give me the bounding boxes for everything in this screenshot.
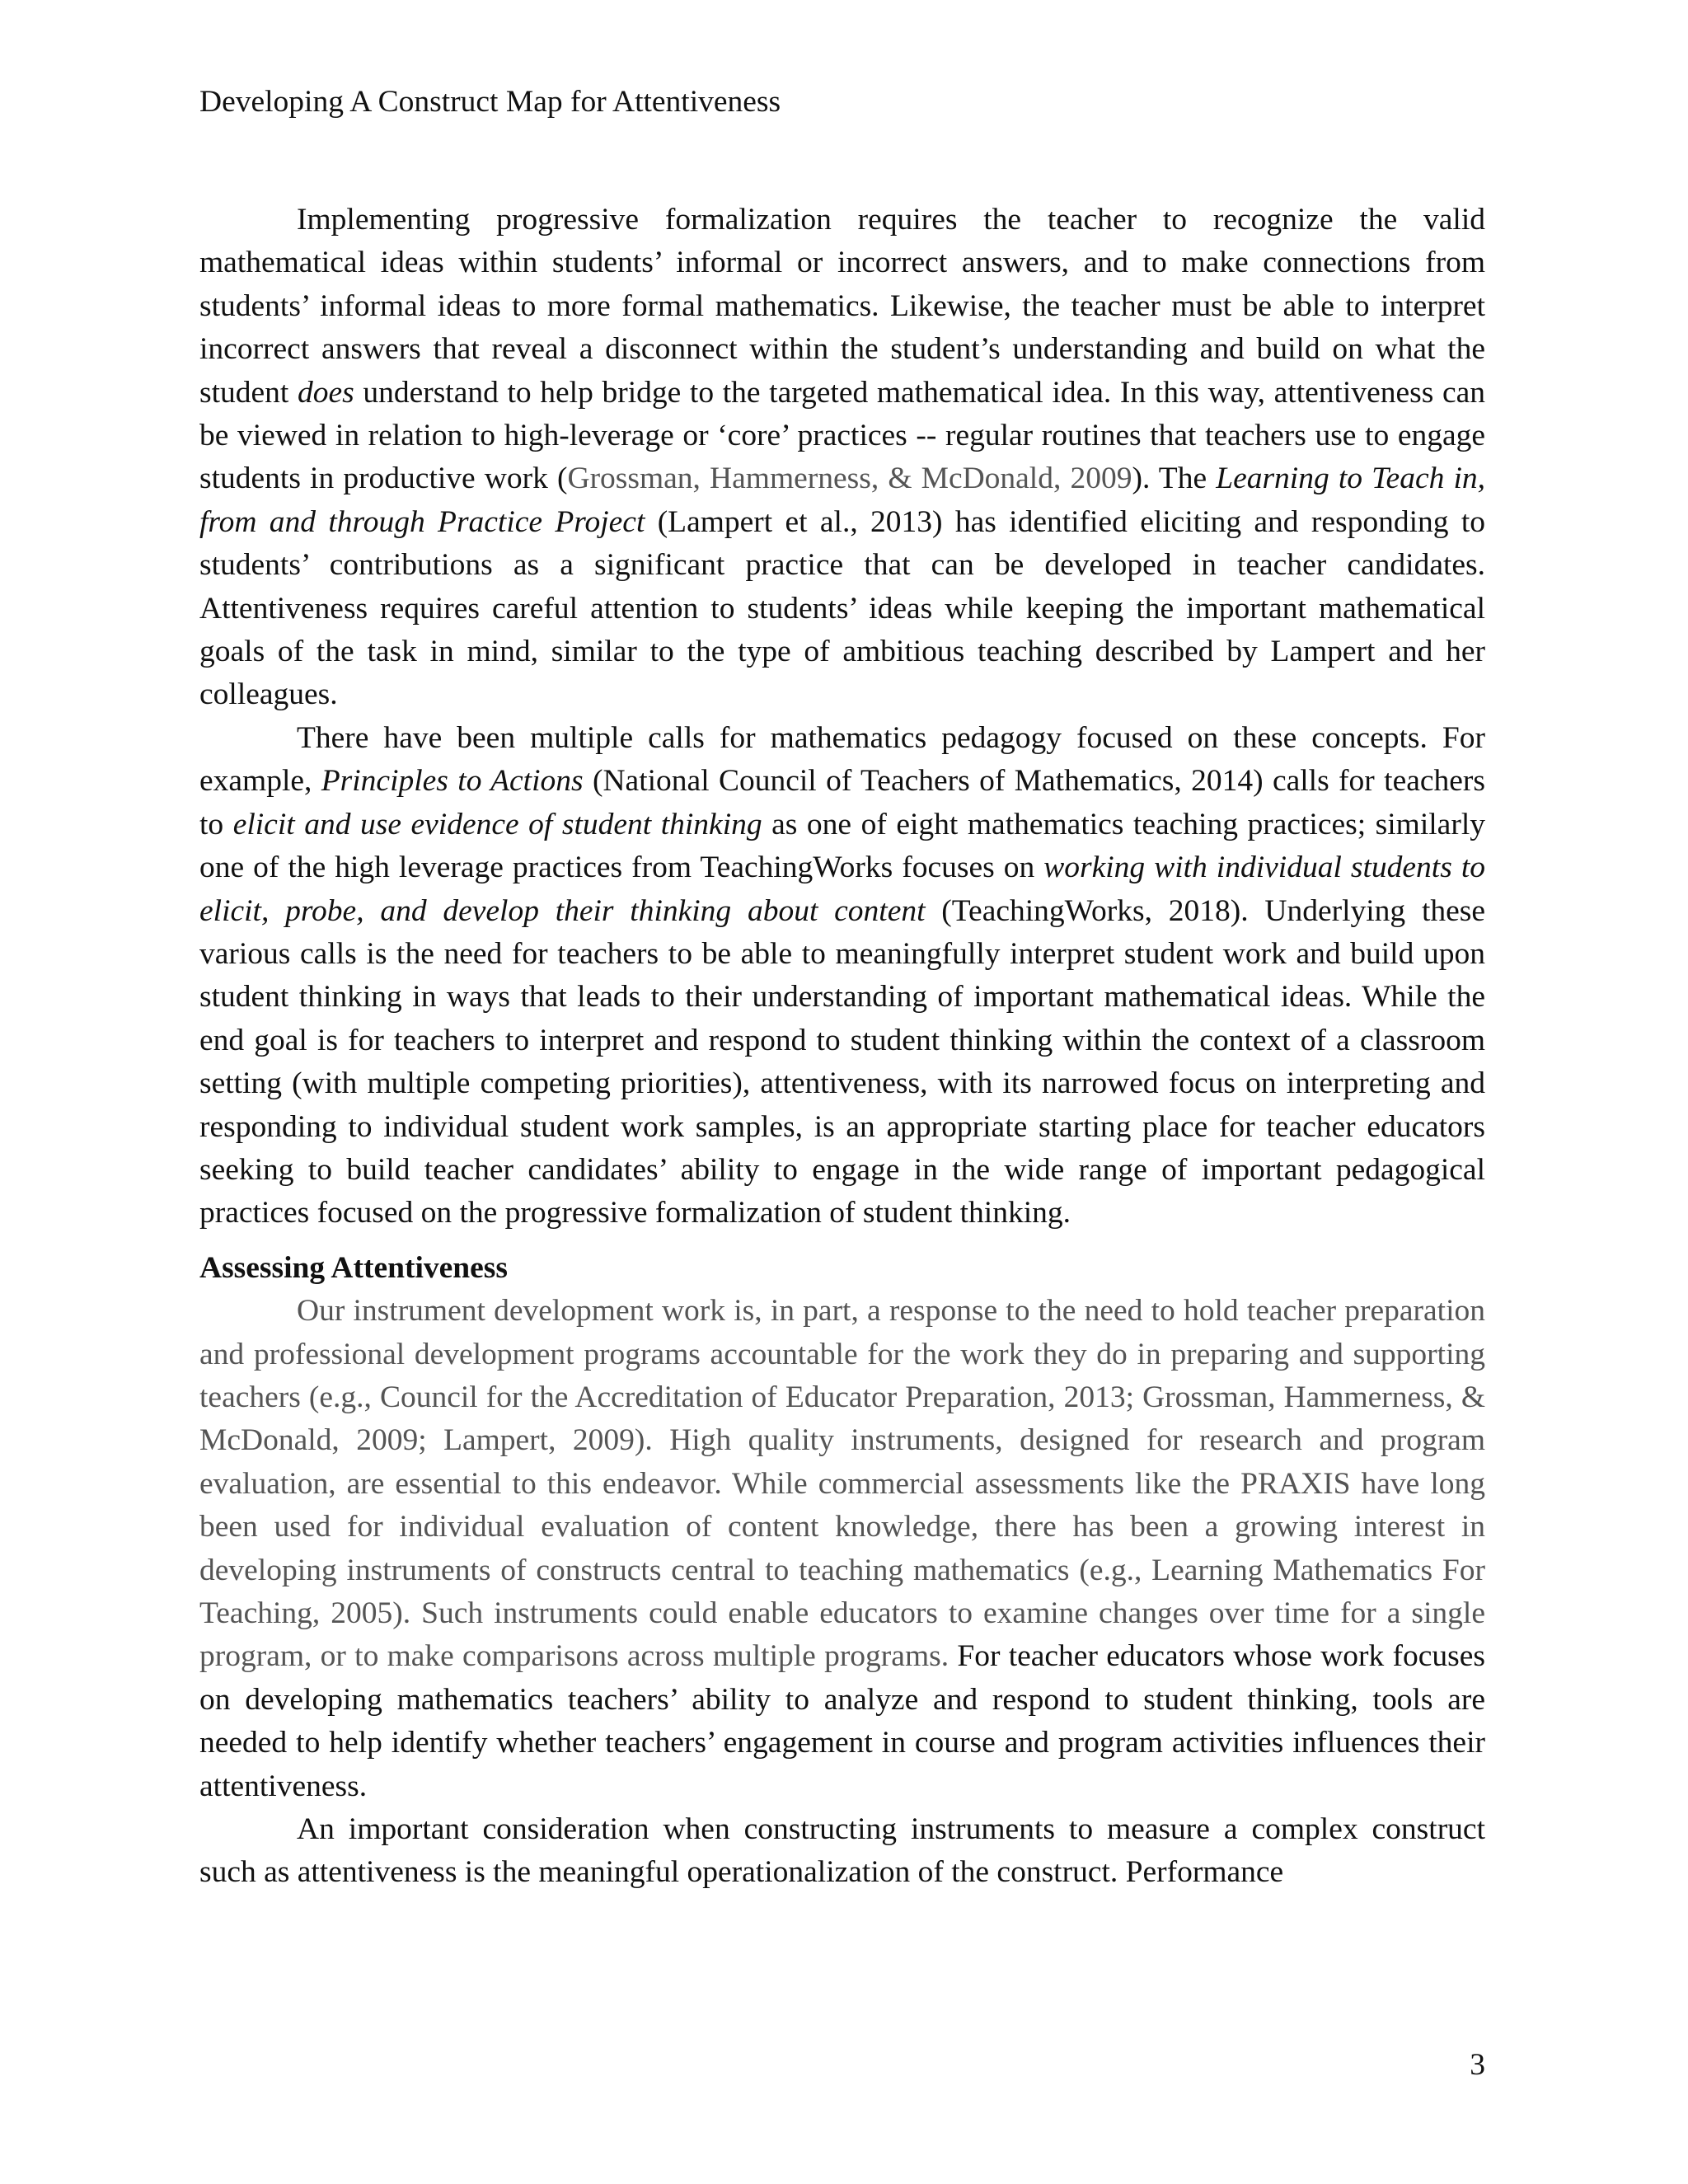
text-span: There have been multiple calls for mathematics pedagogy focused on these concepts. For example,: [199, 720, 1485, 799]
text-span: understand to help bridge to the targeted mathematical idea. In this way, attentiveness can be viewed in relation to high-leverage or ‘core’ practices -- regular routines that teachers use to engage students in productive work (: [199, 375, 1485, 496]
text-span: For teacher educators whose work focuses on developing mathematics teachers’ ability to analyze and respond to student thinking, tools are needed to help identify whether teachers’ engagement in course and program activities influences their attentiveness.: [199, 1639, 1485, 1803]
body-text: [199, 199, 1485, 1895]
text-span-gray: Our instrument development work is, in part, a response to the need to hold teacher preparation and professional development programs accountable for the work they do in preparing and supporting teachers (e.g., Council for the Accreditation of Educator Preparation, 2013; Grossman, Hammerness, & McDonald, 2009; Lampert, 2009). High quality instruments, designed for research and program evaluation, are essential to this endeavor. While commercial assessments like the PRAXIS have long been used for individual evaluation of content knowledge, there has been a growing interest in developing instruments of constructs central to teaching mathematics (e.g., Learning Mathematics For Teaching, 2005). Such instruments could enable educators to examine changes over time for a single program, or to make comparisons across multiple programs.: [199, 1294, 1485, 1674]
paragraph-instrument-development: [199, 1290, 1485, 1808]
text-span: (TeachingWorks, 2018). Underlying these various calls is the need for teachers to be able to meaningfully interpret student work and build upon student thinking in ways that leads to their understanding of important mathematical ideas. While the end goal is for teachers to interpret and respond to student thinking within the context of a classroom setting (with multiple competing priorities), attentiveness, with its narrowed focus on interpreting and responding to individual student work samples, is an appropriate starting place for teacher educators seeking to build teacher candidates’ ability to engage in the wide range of important pedagogical practices focused on the progressive formalization of student thinking.: [199, 893, 1485, 1230]
emphasis-does: does: [297, 375, 354, 410]
text-span: as one of eight mathematics teaching practices; similarly one of the high leverage practices from TeachingWorks focuses on: [199, 807, 1485, 885]
paragraph-operationalization: An important consideration when constructing instruments to measure a complex construct such as attentiveness is the meaningful operationalization of the construct. Performance: [199, 1812, 1485, 1890]
section-heading: Assessing Attentiveness: [199, 1250, 508, 1285]
paragraph-progressive-formalization: [199, 199, 1485, 717]
emphasis-project-title: Learning to Teach in, from and through Practice Project: [199, 462, 1485, 539]
text-span: (National Council of Teachers of Mathematics, 2014) calls for teachers to: [199, 764, 1485, 841]
paragraph-calls-for-pedagogy: [199, 717, 1485, 1235]
running-head: Developing A Construct Map for Attentiveness: [199, 85, 781, 119]
emphasis-principles-to-actions: Principles to Actions: [321, 764, 584, 799]
citation-grossman: Grossman, Hammerness, & McDonald, 2009: [567, 462, 1132, 496]
emphasis-elicit-evidence: elicit and use evidence of student thinking: [232, 807, 762, 841]
emphasis-working-with-students: working with individual students to elicit, probe, and develop their thinking about content: [199, 851, 1485, 928]
page-number: 3: [1470, 2048, 1485, 2082]
text-span: Implementing progressive formalization requires the teacher to recognize the valid mathematical ideas within students’ informal or incorrect answers, and to make connections from students’ informal ideas to more formal mathematics. Likewise, the teacher must be able to interpret incorrect answers that reveal a disconnect within the student’s understanding and build on what the student: [199, 203, 1485, 410]
text-span: ). The: [1132, 462, 1217, 496]
text-span: (Lampert et al., 2013) has identified eliciting and responding to students’ contributions as a significant practice that can be developed in teacher candidates. Attentiveness requires careful attention to students’ ideas while keeping the important mathematical goals of the task in mind, similar to the type of ambitious teaching described by Lampert and her colleagues.: [199, 504, 1486, 712]
